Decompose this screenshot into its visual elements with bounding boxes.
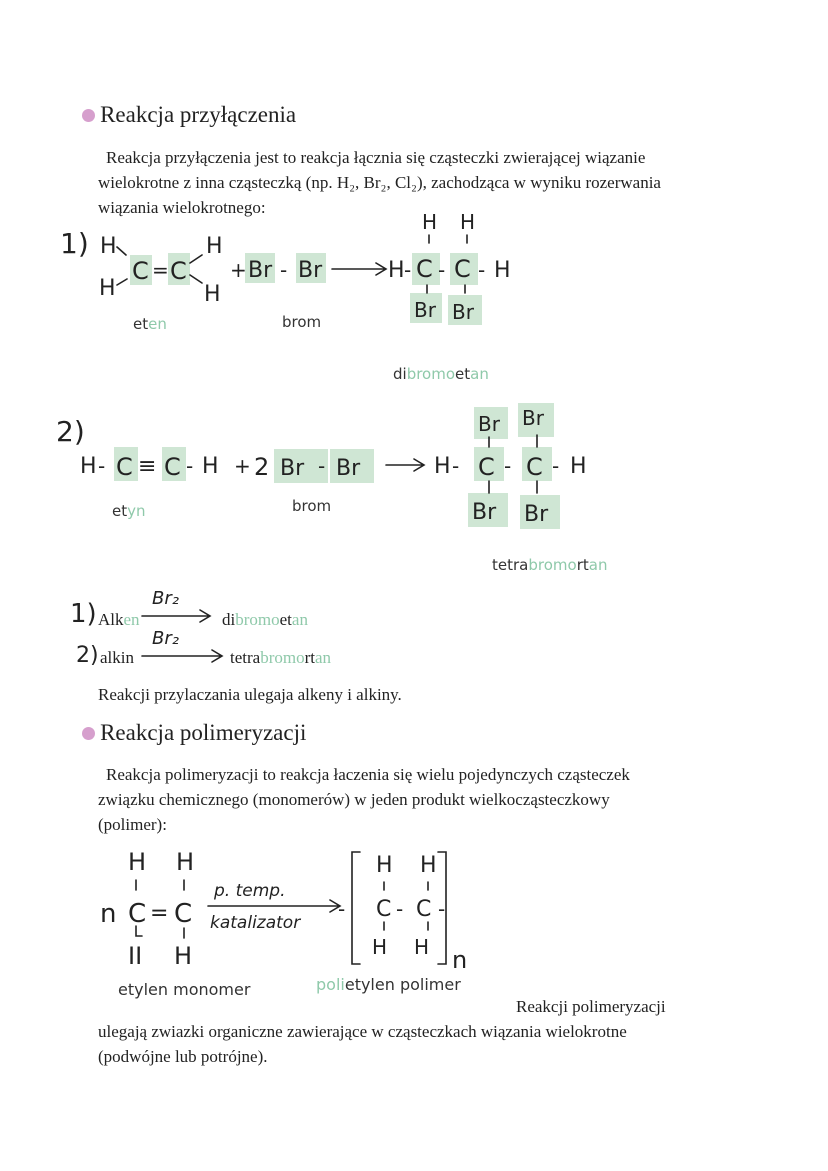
reaction-arrow bbox=[386, 459, 424, 471]
atom: H bbox=[99, 276, 116, 301]
label-dibromoetan bbox=[393, 365, 489, 383]
coefficient: 2 bbox=[254, 453, 270, 481]
atom: Br bbox=[414, 298, 436, 322]
atom: C bbox=[416, 897, 432, 922]
atom: H bbox=[420, 853, 437, 878]
atom: C bbox=[376, 897, 392, 922]
bracket-left bbox=[352, 852, 360, 964]
para-line: związku chemicznego (monomerów) w jeden produkt wielkocząsteczkowy bbox=[98, 790, 610, 809]
text-part: di bbox=[222, 610, 236, 629]
label-part: rt bbox=[576, 556, 589, 574]
label-part: tetra bbox=[492, 556, 529, 574]
closing-line-3: (podwójne lub potrójne). bbox=[98, 1047, 268, 1066]
text-part: bromo bbox=[260, 648, 305, 667]
bond-dash: - bbox=[318, 454, 326, 478]
atom: H bbox=[372, 935, 388, 959]
atom: Br bbox=[472, 500, 497, 525]
atom: H bbox=[434, 454, 451, 479]
atom: C bbox=[116, 453, 133, 481]
atom: Br bbox=[452, 300, 474, 324]
section-heading-polymerization bbox=[82, 720, 306, 746]
text-part: et bbox=[279, 610, 292, 629]
label-part: an bbox=[588, 556, 608, 574]
bullet-icon bbox=[82, 109, 95, 122]
bond-line bbox=[190, 275, 202, 283]
label-part: bromo bbox=[406, 365, 456, 383]
coefficient: n bbox=[100, 899, 117, 929]
atom: H bbox=[494, 258, 511, 283]
bond-dash: - bbox=[438, 897, 446, 921]
scheme-line-2-product bbox=[230, 648, 331, 668]
plus: + bbox=[230, 258, 247, 282]
subscript: n bbox=[452, 946, 468, 974]
double-bond: = bbox=[152, 258, 169, 282]
bond-line bbox=[190, 255, 202, 263]
label-polietylen-polimer bbox=[316, 975, 461, 994]
scheme-number: 1) bbox=[70, 599, 97, 629]
atom: II bbox=[128, 942, 143, 970]
text-part: en bbox=[123, 610, 140, 629]
label-part: yn bbox=[127, 502, 146, 520]
atom: C bbox=[174, 899, 193, 929]
atom: H bbox=[202, 454, 219, 479]
atom: Br bbox=[248, 258, 273, 283]
atom: C bbox=[132, 257, 149, 285]
triple-bond: ≡ bbox=[138, 454, 157, 479]
para-line: (polimer): bbox=[98, 815, 167, 834]
scheme-line-1-product bbox=[222, 610, 308, 630]
atom: H bbox=[376, 853, 393, 878]
atom: H bbox=[206, 234, 223, 259]
bond-dash: - bbox=[396, 897, 404, 921]
atom: H bbox=[388, 258, 405, 283]
atom: C bbox=[170, 257, 187, 285]
atom: C bbox=[478, 453, 495, 481]
bond-dash: - bbox=[504, 454, 512, 478]
atom: H bbox=[174, 942, 193, 970]
polymerization-drawing bbox=[90, 840, 490, 975]
scheme-line-1-reactant bbox=[98, 610, 140, 630]
atom: H bbox=[128, 848, 147, 876]
atom: H bbox=[460, 210, 476, 234]
double-bond: = bbox=[150, 901, 169, 926]
reaction-number: 2) bbox=[56, 415, 85, 448]
label-part: et bbox=[112, 502, 128, 520]
reagent-label: Br₂ bbox=[152, 588, 179, 609]
heading-title: Reakcja przyłączenia bbox=[100, 102, 297, 127]
text-part: tetra bbox=[230, 648, 261, 667]
label-etyn bbox=[112, 502, 146, 520]
reaction-number: 1) bbox=[60, 227, 89, 260]
text-part: rt bbox=[304, 648, 315, 667]
para-line: Reakcja przyłączenia jest to reakcja łącznia się cząsteczki zwierającej wiązanie bbox=[106, 148, 646, 167]
section-heading-addition bbox=[82, 102, 296, 128]
atom: C bbox=[416, 255, 433, 283]
text-part: bromo bbox=[235, 610, 280, 629]
atom: H bbox=[176, 848, 195, 876]
atom: Br bbox=[524, 502, 549, 527]
atom: C bbox=[526, 453, 543, 481]
closing-line-1: Reakcji polimeryzacji bbox=[516, 997, 666, 1016]
atom: Br bbox=[336, 456, 361, 481]
closing-line-2: ulegają zwiazki organiczne zawierające w cząsteczkach wiązania wielokrotne bbox=[98, 1022, 627, 1041]
label-part: an bbox=[470, 365, 489, 383]
atom: C bbox=[164, 453, 181, 481]
heading-title: Reakcja polimeryzacji bbox=[100, 720, 307, 745]
reagent-label: Br₂ bbox=[152, 628, 179, 649]
bond-dash: - bbox=[404, 258, 412, 282]
scheme-number: 2) bbox=[76, 643, 99, 668]
atom: H bbox=[570, 454, 587, 479]
bond-dash: - bbox=[280, 258, 288, 282]
bond-dash: - bbox=[438, 258, 446, 282]
bond-dash: - bbox=[478, 258, 486, 282]
atom: Br bbox=[478, 412, 500, 436]
scheme-line-2-reactant: alkin bbox=[100, 648, 134, 667]
label-part: bromo bbox=[528, 556, 577, 574]
label-part: etylen polimer bbox=[344, 975, 461, 994]
atom: C bbox=[454, 255, 471, 283]
atom: Br bbox=[298, 258, 323, 283]
bond-dash: - bbox=[186, 454, 194, 478]
para-line: wielokrotne z inna cząsteczką (np. H₂, Br₂, Cl₂), zachodząca w wyniku rozerwania bbox=[98, 173, 661, 192]
label-part: et bbox=[133, 315, 149, 333]
note-alkenes-alkynes: Reakcji przylaczania ulegaja alkeny i alkiny. bbox=[98, 685, 402, 704]
para-line: wiązania wielokrotnego: bbox=[98, 198, 266, 217]
reaction-arrow bbox=[142, 610, 210, 622]
label-part: et bbox=[455, 365, 471, 383]
atom: H bbox=[80, 454, 97, 479]
reaction-arrow bbox=[208, 900, 340, 912]
bond-dash: - bbox=[338, 897, 346, 921]
atom: Br bbox=[522, 406, 544, 430]
condition-top: p. temp. bbox=[214, 881, 286, 901]
label-tetrabromortan bbox=[492, 556, 607, 574]
label-brom-2: brom bbox=[292, 497, 332, 515]
label-part: di bbox=[393, 365, 407, 383]
bond-line bbox=[117, 279, 127, 285]
bond-dash: - bbox=[452, 454, 460, 478]
label-part: en bbox=[148, 315, 167, 333]
para-line: Reakcja polimeryzacji to reakcja łaczenia się wielu pojedynczych cząsteczek bbox=[106, 765, 630, 784]
atom: H bbox=[422, 210, 438, 234]
label-eten bbox=[133, 315, 167, 333]
atom: H bbox=[204, 282, 221, 307]
atom: H bbox=[414, 935, 430, 959]
condition-bottom: katalizator bbox=[210, 913, 301, 933]
reaction-arrow bbox=[142, 650, 222, 662]
bond-dash: - bbox=[98, 454, 106, 478]
plus: + bbox=[234, 454, 251, 478]
text-part: an bbox=[314, 648, 332, 667]
atom: Br bbox=[280, 456, 305, 481]
text-part: Alk bbox=[98, 610, 124, 629]
reaction-1-drawing bbox=[0, 205, 828, 325]
atom: C bbox=[128, 899, 147, 929]
bond-line bbox=[117, 247, 126, 255]
bullet-icon bbox=[82, 727, 95, 740]
bond-dash: - bbox=[552, 454, 560, 478]
label-brom: brom bbox=[282, 313, 322, 331]
text-part: an bbox=[291, 610, 308, 629]
polymerization-definition bbox=[98, 762, 778, 837]
label-etylen-monomer: etylen monomer bbox=[118, 980, 251, 999]
label-part: poli bbox=[316, 975, 345, 994]
reaction-arrow bbox=[332, 263, 386, 275]
atom: H bbox=[100, 234, 117, 259]
